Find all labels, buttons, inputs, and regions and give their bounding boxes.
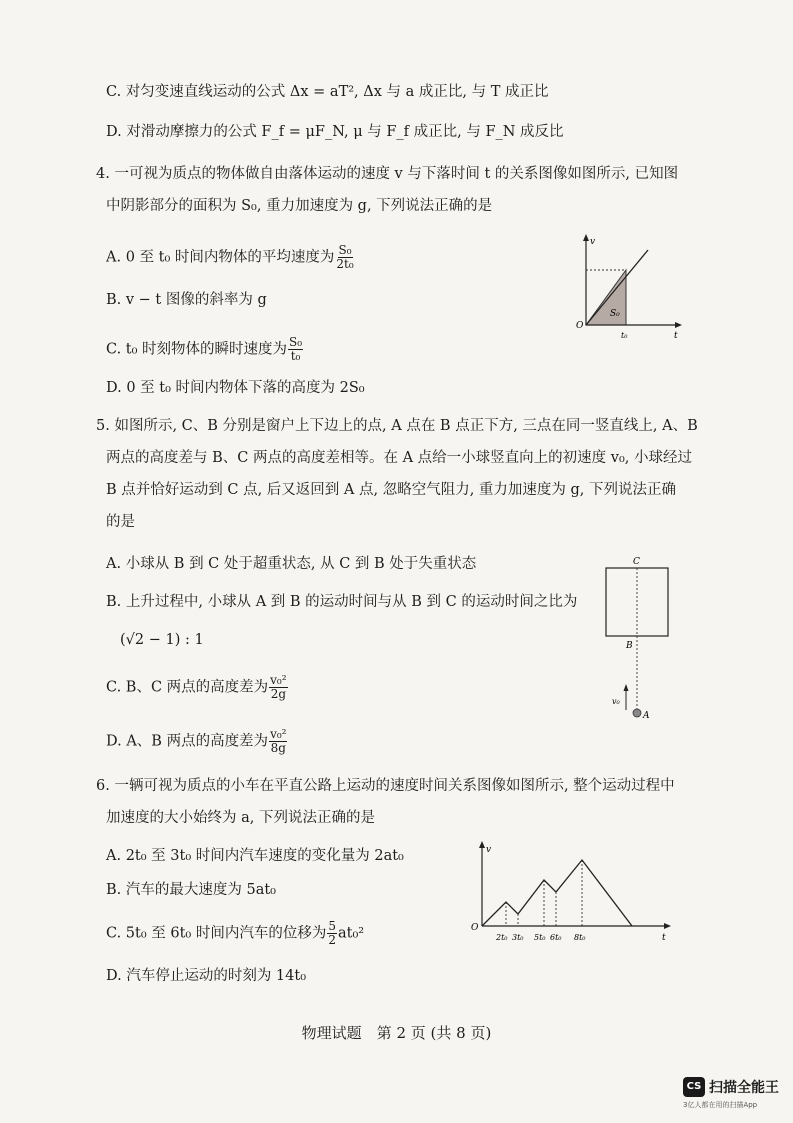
q4-option-d: D. 0 至 t₀ 时间内物体下落的高度为 2S₀ — [106, 380, 365, 396]
q4-origin: O — [576, 321, 584, 331]
q6-option-c-fraction: $\frac{5}{2}$ — [328, 919, 336, 947]
scanner-app-name: 扫描全能王 — [709, 1079, 779, 1096]
q5-option-c — [106, 674, 289, 701]
q6-option-b: B. 汽车的最大速度为 5at₀ — [106, 882, 276, 898]
q6-option-c — [106, 920, 364, 947]
q6-vt-polyline — [482, 860, 632, 926]
q3-option-c: C. 对匀变速直线运动的公式 Δx = aT², Δx 与 a 成正比, 与 T 成正比 — [106, 84, 549, 100]
q4-v-label: v — [590, 237, 596, 247]
q5-stem-line2: 两点的高度差与 B、C 两点的高度差相等。在 A 点给一小球竖直向上的初速度 v₀, 小球经过 — [106, 450, 692, 466]
q6-origin: O — [471, 923, 479, 933]
q6-stem-line2: 加速度的大小始终为 a, 下列说法正确的是 — [106, 810, 375, 826]
q5-window-figure — [596, 552, 686, 727]
q6-vt-graph — [466, 838, 676, 948]
q6-v-label: v — [486, 845, 492, 855]
q5-ball — [633, 709, 641, 717]
q4-option-c-fraction: $\frac{\text{S₀}}{\text{t₀}}$ — [289, 335, 303, 363]
q5-v0-label: v₀ — [612, 697, 620, 706]
q4-stem-line1: 4. 一可视为质点的物体做自由落体运动的速度 v 与下落时间 t 的关系图像如图所示, 已知图 — [96, 166, 679, 182]
q5-point-c: C — [633, 557, 640, 567]
q5-stem-line1: 5. 如图所示, C、B 分别是窗户上下边上的点, A 点在 B 点正下方, 三点在同一竖直线上, A、B — [96, 418, 698, 434]
q5-option-b-line1: B. 上升过程中, 小球从 A 到 B 的运动时间与从 B 到 C 的运动时间之比为 — [106, 594, 578, 610]
q4-option-a — [106, 244, 356, 271]
q5-option-d-text: D. A、B 两点的高度差为 — [106, 733, 269, 750]
scanner-tagline: 3亿人都在用的扫描App — [683, 1101, 758, 1109]
q6-option-c-tail: at₀² — [338, 925, 365, 942]
page-footer: 物理试题 第 2 页 (共 8 页) — [301, 1024, 492, 1042]
q5-option-b-line2: (√2 − 1) : 1 — [120, 632, 204, 648]
scanner-logo-icon: CS — [683, 1077, 705, 1097]
q4-tick-t0: t₀ — [621, 331, 628, 340]
scanner-watermark — [683, 1076, 779, 1109]
q6-stem-line1: 6. 一辆可视为质点的小车在平直公路上运动的速度时间关系图像如图所示, 整个运动过程中 — [96, 778, 675, 794]
q4-option-a-fraction: $\frac{\text{S₀}}{\text{2t₀}}$ — [336, 243, 354, 271]
q4-option-c-text: C. t₀ 时刻物体的瞬时速度为 — [106, 341, 288, 358]
q5-option-d-fraction: $\frac{\text{v₀²}}{8g}$ — [270, 727, 287, 755]
q4-vt-graph — [566, 230, 686, 345]
q5-option-c-fraction: $\frac{\text{v₀²}}{2g}$ — [270, 673, 287, 701]
q3-option-d: D. 对滑动摩擦力的公式 F_f = μF_N, μ 与 F_f 成正比, 与 F_N 成反比 — [106, 124, 564, 140]
q4-area-label: S₀ — [610, 309, 620, 319]
q6-tick-8t0: 8t₀ — [574, 933, 586, 942]
q6-tick-5t0: 5t₀ — [534, 933, 546, 942]
q4-option-a-text: A. 0 至 t₀ 时间内物体的平均速度为 — [106, 249, 335, 266]
q6-option-a: A. 2t₀ 至 3t₀ 时间内汽车速度的变化量为 2at₀ — [106, 848, 404, 864]
q6-tick-2t0: 2t₀ — [496, 933, 508, 942]
q4-option-c — [106, 336, 304, 363]
q6-option-d: D. 汽车停止运动的时刻为 14t₀ — [106, 968, 307, 984]
q4-option-b: B. v − t 图像的斜率为 g — [106, 292, 267, 308]
q5-option-c-text: C. B、C 两点的高度差为 — [106, 679, 269, 696]
q5-stem-line4: 的是 — [106, 514, 135, 530]
q4-t-label: t — [674, 331, 678, 341]
q6-tick-6t0: 6t₀ — [550, 933, 562, 942]
q6-tick-3t0: 3t₀ — [512, 933, 524, 942]
q5-option-a: A. 小球从 B 到 C 处于超重状态, 从 C 到 B 处于失重状态 — [106, 556, 477, 572]
q6-t-label: t — [662, 933, 666, 943]
q6-option-c-text: C. 5t₀ 至 6t₀ 时间内汽车的位移为 — [106, 925, 327, 942]
q5-point-a: A — [643, 711, 650, 721]
q5-point-b: B — [626, 641, 633, 651]
q5-option-d — [106, 728, 288, 755]
q5-stem-line3: B 点并恰好运动到 C 点, 后又返回到 A 点, 忽略空气阻力, 重力加速度为 g, 下列说法正确 — [106, 482, 677, 498]
q4-stem-line2: 中阴影部分的面积为 S₀, 重力加速度为 g, 下列说法正确的是 — [106, 198, 493, 214]
